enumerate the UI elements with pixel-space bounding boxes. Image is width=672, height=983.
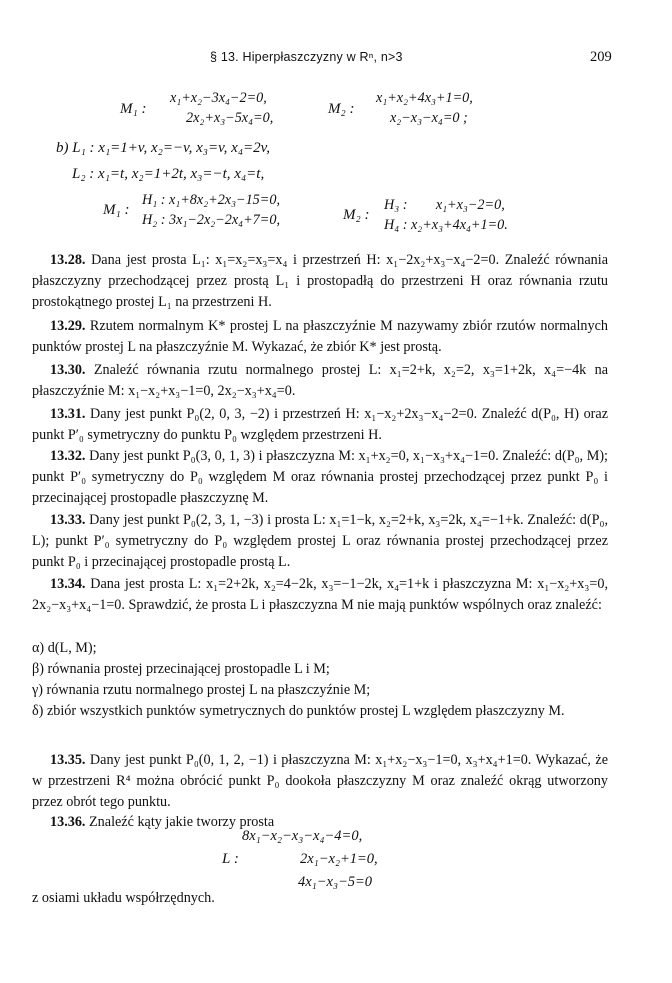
problem-13-30: 13.30. Znaleźć równania rzutu normalnego prostej L: x₁=2+k, x₂=2, x₃=1+2k, x₄=−4k na płaszczyźnie M: x₁−x₂+x₃−1=0, 2x₂−x₃+x₄=0. (32, 362, 609, 399)
section-title: § 13. Hiperpłaszczyzny w Rⁿ, n>3 (210, 50, 403, 64)
problem-13-34: 13.34. Dana jest prosta L: x₁=2+2k, x₂=4−2k, x₃=−1−2k, x₄=1+k i płaszczyzna M: x₁−x₂+x₃=0, 2x₂−x₃+x₄−1=0. Sprawdzić, że prosta L i płaszczyzna M nie mają punktów wspólnych oraz znaleźć: (32, 576, 608, 613)
b-line-l2: L₂ : x₁=t, x₂=1+2t, x₃=−t, x₄=t, (72, 166, 265, 182)
problem-13-36: 13.36. Znaleźć kąty jakie tworzy prosta (50, 814, 275, 830)
h3-eq: H₃ : x₁+x₃−2=0, (384, 197, 505, 213)
m2-eq1-a: x₁+x₂+4x₃+1=0, (376, 90, 473, 106)
item-alpha: α) d(L, M); (32, 640, 97, 656)
system-eq3: 4x₁−x₃−5=0 (298, 874, 373, 890)
item-gamma: γ) równania rzutu normalnego prostej L na płaszczyźnie M; (32, 682, 371, 698)
problem-13-35: 13.35. Dany jest punkt P₀(0, 1, 2, −1) i płaszczyzna M: x₁+x₂−x₃−1=0, x₃+x₄+1=0. Wykazać, że w przestrzeni R⁴ można obrócić punkt P₀ dookoła płaszczyzny M oraz znaleźć okrąg utworzony przez obrót tego punktu. (32, 752, 609, 810)
system-eq2: 2x₁−x₂+1=0, (300, 851, 378, 867)
h4-eq: H₄ : x₂+x₃+4x₄+1=0. (384, 217, 508, 233)
m2-eq2-a: x₂−x₃−x₄=0 ; (390, 110, 468, 126)
m1-eq2-a: 2x₂+x₃−5x₄=0, (186, 110, 274, 126)
m2-label-b: M₂ : (343, 207, 370, 223)
problem-13-31: 13.31. Dany jest punkt P₀(2, 0, 3, −2) i przestrzeń H: x₁−x₂+2x₃−x₄−2=0. Znaleźć d(P₀, H) oraz punkt P′₀ symetryczny do punktu P₀ względem przestrzeni H. (32, 406, 608, 443)
system-eq1: 8x₁−x₂−x₃−x₄−4=0, (242, 828, 363, 844)
m1-label-a: M₁ : (120, 101, 147, 117)
problem-13-32: 13.32. Dany jest punkt P₀(3, 0, 1, 3) i płaszczyzna M: x₁+x₂=0, x₁−x₃+x₄−1=0. Znaleźć: d(P₀, M); punkt P′₀ symetryczny do P₀ względem M oraz równania prostej przechodzącej przez punkt P₀ i przecinającej prostopadle płaszczyznę M. (32, 448, 608, 506)
problem-13-33: 13.33. Dany jest punkt P₀(2, 3, 1, −3) i prosta L: x₁=1−k, x₂=2+k, x₃=2k, x₄=−1+k. Znaleźć: d(P₀, L); punkt P′₀ symetryczny do P₀ względem prostej L oraz równania prostej przechodzącej przez punkt P₀ i przecinającej prostopadle prostą L. (32, 512, 609, 570)
b-line-l1: b) L₁ : x₁=1+v, x₂=−v, x₃=v, x₄=2v, (56, 140, 270, 156)
item-delta: δ) zbiór wszystkich punktów symetrycznych do punktów prostej L względem płaszczyzny M. (32, 703, 565, 719)
m1-eq1-a: x₁+x₂−3x₄−2=0, (170, 90, 267, 106)
system-l-label: L : (222, 851, 239, 867)
h2-eq: H₂ : 3x₁−2x₂−2x₄+7=0, (142, 212, 280, 228)
m2-label-a: M₂ : (328, 101, 355, 117)
page-number: 209 (590, 49, 612, 65)
closing-line: z osiami układu współrzędnych. (32, 890, 215, 906)
problem-13-28: 13.28. Dana jest prosta L₁: x₁=x₂=x₃=x₄ i przestrzeń H: x₁−2x₂+x₃−x₄−2=0. Znaleźć równania płaszczyzny przechodzącej przez prostą L₁ i prostopadłą do przestrzeni H oraz równania rzutu prostokątnego prostej L₁ na przestrzeni H. (32, 252, 609, 310)
item-beta: β) równania prostej przecinającej prostopadle L i M; (32, 661, 330, 677)
m1-label-b: M₁ : (103, 202, 130, 218)
h1-eq: H₁ : x₁+8x₂+2x₃−15=0, (142, 192, 280, 208)
problem-13-29: 13.29. Rzutem normalnym K* prostej L na płaszczyźnie M nazywamy zbiór rzutów normalnych punktów prostej L na płaszczyźnie M. Wykazać, że zbiór K* jest prostą. (32, 318, 608, 355)
